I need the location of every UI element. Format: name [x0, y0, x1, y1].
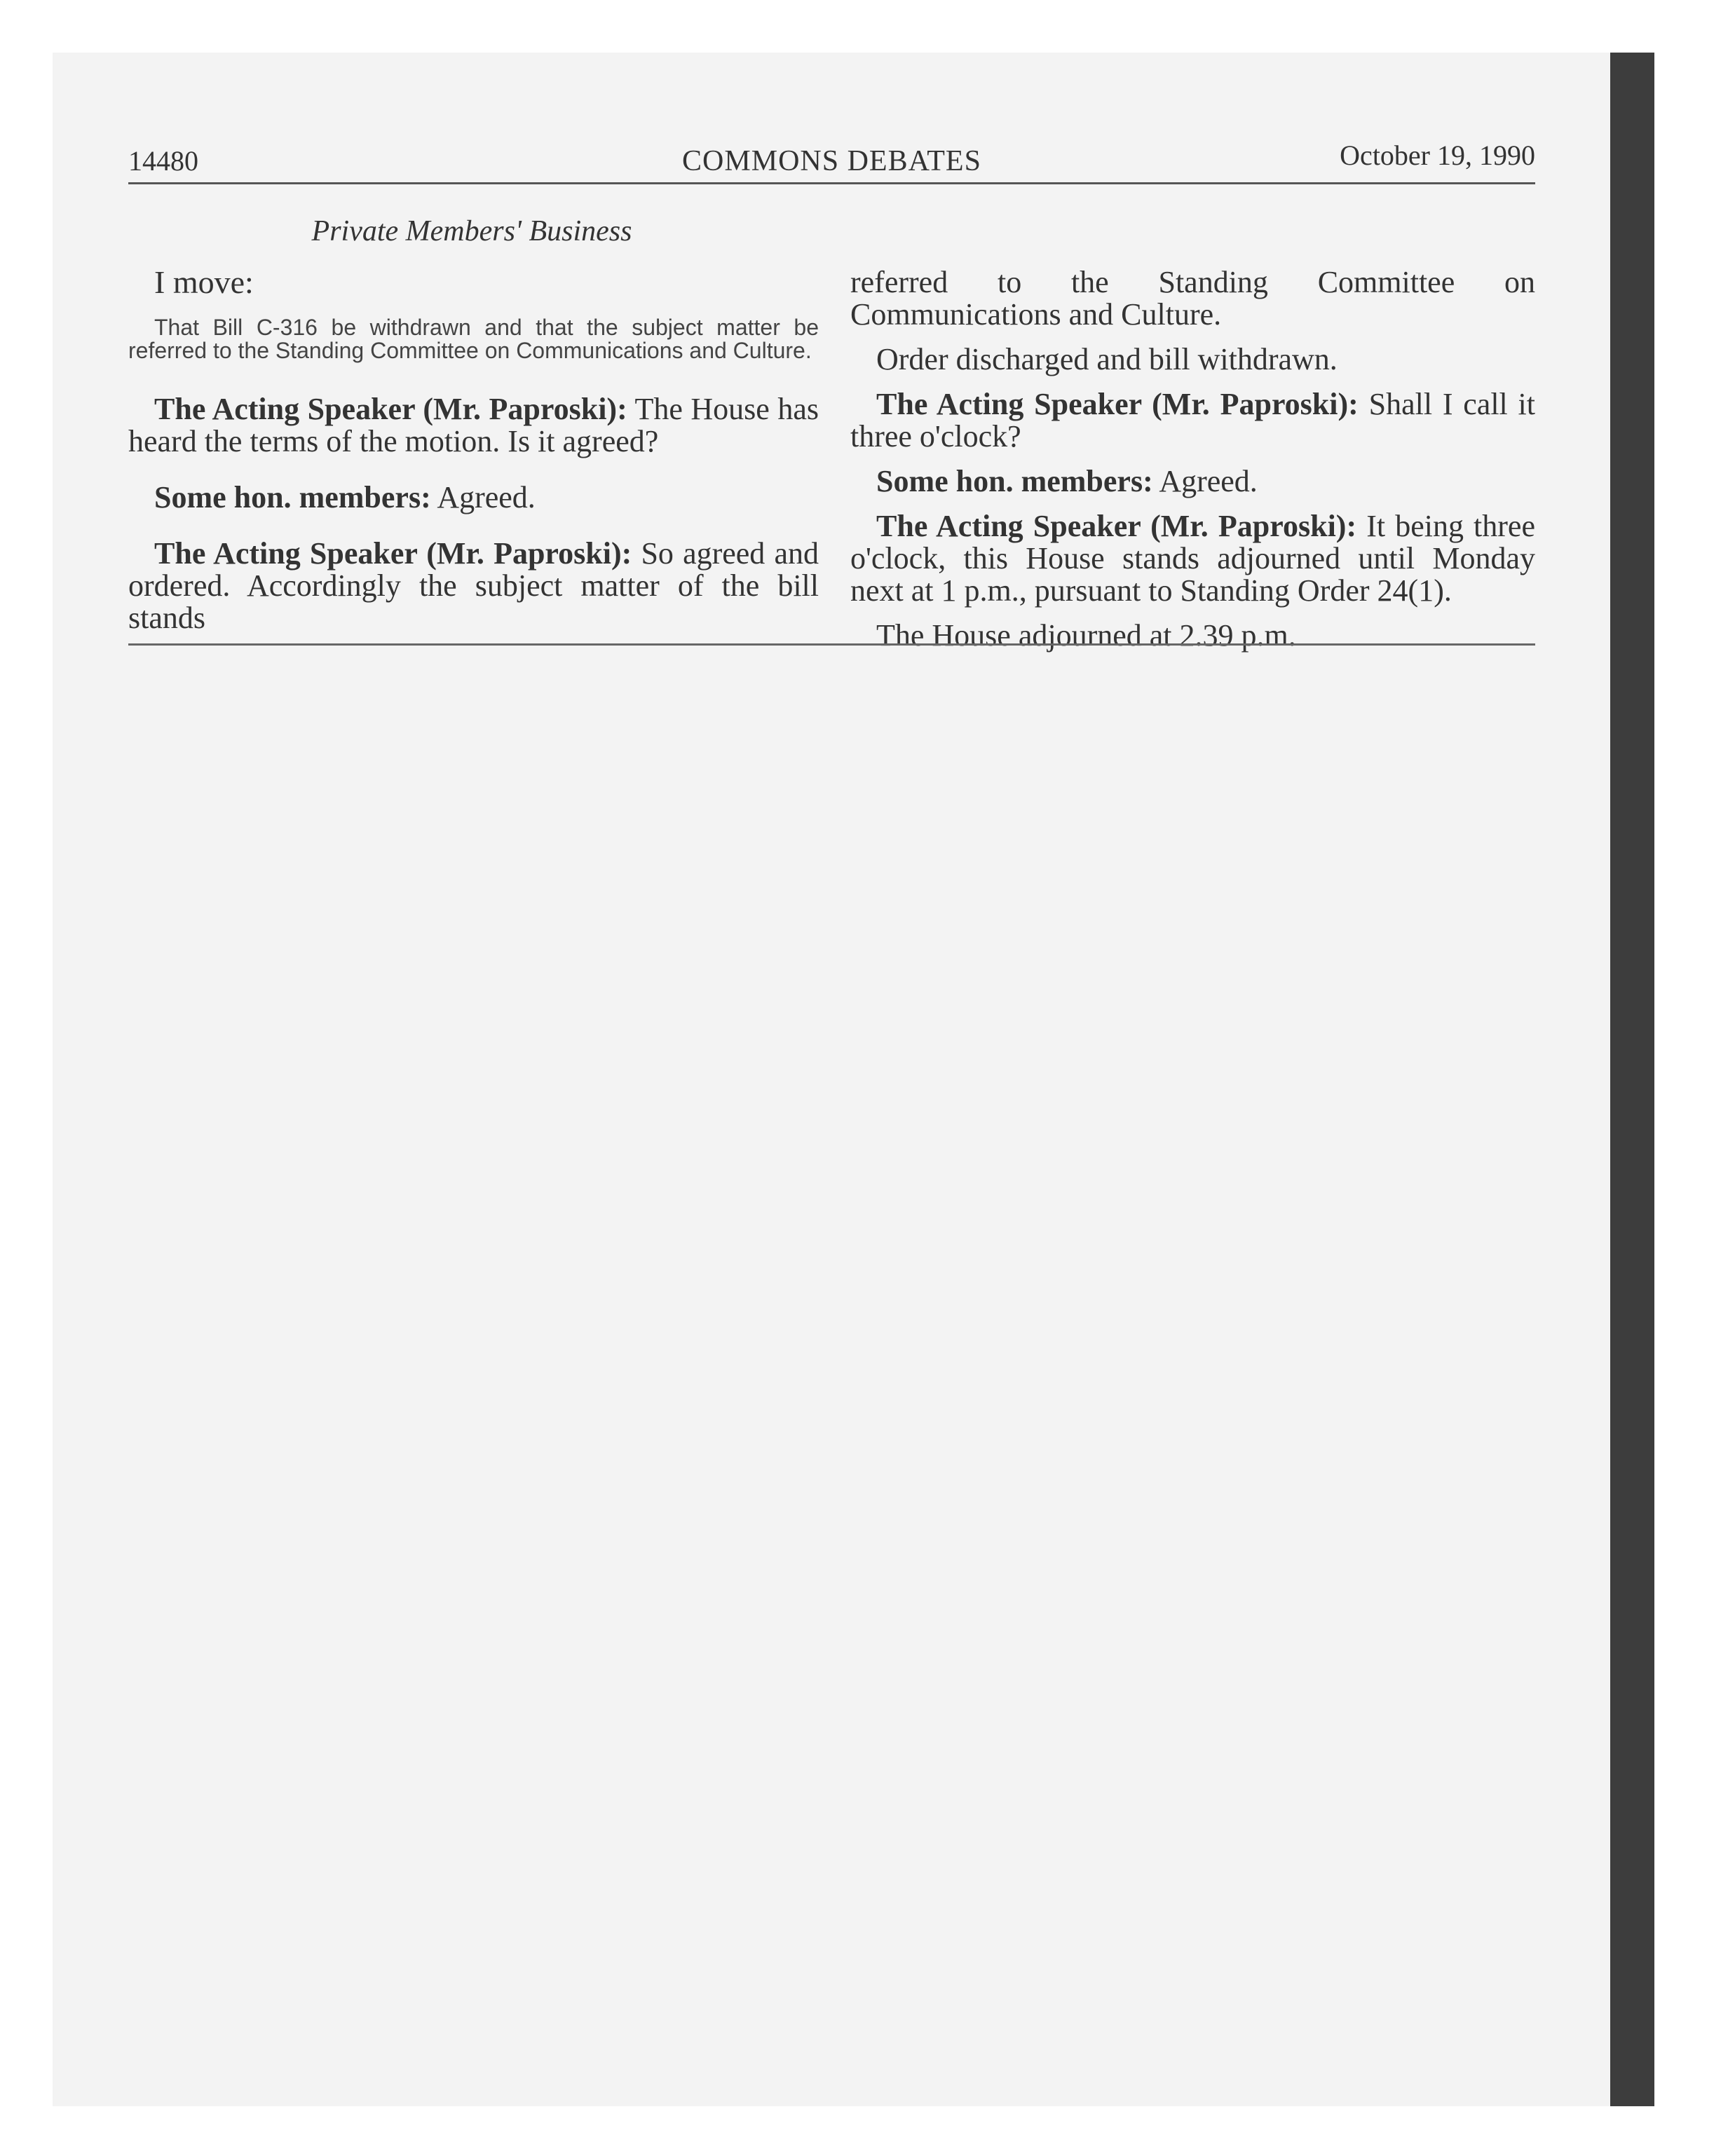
journal-title: COMMONS DEBATES — [682, 145, 981, 177]
right-column — [850, 266, 1535, 652]
speech-text: Shall I call it three o'clock? — [850, 387, 1536, 453]
speaker-name: Some hon. members: — [154, 480, 431, 514]
speech-acting-speaker-4 — [850, 510, 1535, 607]
speaker-name: The Acting Speaker (Mr. Paproski): — [154, 536, 632, 571]
speech-text: Agreed. — [437, 480, 536, 514]
page-date: October 19, 1990 — [1340, 139, 1535, 171]
speech-acting-speaker-2 — [128, 538, 819, 634]
motion-intro: I move: — [154, 264, 254, 300]
continued-text: referred to the Standing Committee on Communications and Culture. — [850, 265, 1535, 332]
adjournment-note: The House adjourned at 2.39 p.m. — [876, 618, 1296, 653]
speaker-name: The Acting Speaker (Mr. Paproski): — [154, 392, 627, 426]
left-column — [128, 266, 819, 634]
order-discharged: Order discharged and bill withdrawn. — [876, 342, 1338, 376]
speech-acting-speaker-1 — [128, 393, 819, 458]
motion-body: That Bill C-316 be withdrawn and that the subject matter be referred to the Standing Committee on Communications and Culture. — [128, 315, 819, 363]
speech-text: The House has heard the terms of the motion. Is it agreed? — [128, 392, 819, 458]
speaker-name: The Acting Speaker (Mr. Paproski): — [876, 387, 1359, 421]
speaker-name: The Acting Speaker (Mr. Paproski): — [876, 509, 1357, 543]
speech-members-2 — [850, 465, 1535, 498]
motion-text — [128, 316, 819, 362]
speech-members-1 — [128, 482, 819, 514]
running-header — [128, 139, 1535, 184]
speech-text: So agreed and ordered. Accordingly the subject matter of the bill stands — [128, 536, 819, 635]
section-heading: Private Members' Business — [311, 215, 632, 247]
speech-text: Agreed. — [1159, 464, 1258, 498]
speech-acting-speaker-3 — [850, 388, 1535, 453]
end-rule — [128, 643, 1535, 646]
scan-edge-shadow — [1610, 53, 1654, 2106]
page-number: 14480 — [128, 145, 198, 177]
speaker-name: Some hon. members: — [876, 464, 1153, 498]
speech-text: It being three o'clock, this House stands adjourned until Monday next at 1 p.m., pursuant to Standing Order 24(1). — [850, 509, 1535, 608]
